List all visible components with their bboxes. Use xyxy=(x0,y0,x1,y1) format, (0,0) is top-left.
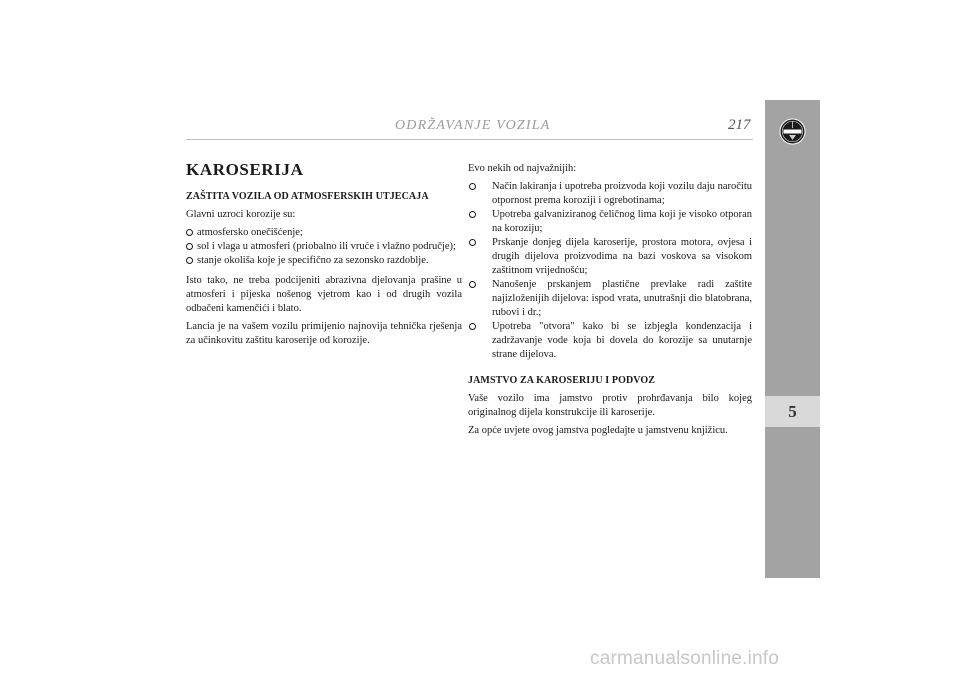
body-paragraph: Isto tako, ne treba podcijeniti abrazivna djelovanja prašine u atmosferi i pijeska nošenog vjetrom kao i od drugih vozila odbačeni kamenčići i blato. xyxy=(186,275,462,314)
bullet-circle-icon xyxy=(186,229,193,236)
intro-text: Evo nekih od najvažnijih: xyxy=(468,163,577,174)
list-item: sol i vlaga u atmosferi (priobalno ili vruće i vlažno područje); xyxy=(186,240,462,254)
body-paragraph: Lancia je na vašem vozilu primijenio najnovija tehnička rješenja za učinkovitu zaštitu karoserije od korozije. xyxy=(186,321,462,346)
watermark: carmanualsonline.info xyxy=(590,648,780,669)
list-item: stanje okoliša koje je specifično za sezonsko razdoblje. xyxy=(186,254,462,268)
list-item: Upotreba galvaniziranog čeličnog lima koji je visoko otporan na koroziju; xyxy=(468,208,752,236)
subheading-protection: ZAŠTITA VOZILA OD ATMOSFERSKIH UTJECAJA xyxy=(186,191,429,202)
body-paragraph: Za opće uvjete ovog jamstva pogledajte u jamstvenu knjižicu. xyxy=(468,425,728,436)
bullet-circle-icon xyxy=(469,239,476,246)
body-paragraph: Vaše vozilo ima jamstvo protiv prohrđavanja bilo kojeg originalnog dijela konstrukcije ili karoserije. xyxy=(468,393,752,418)
subheading-warranty: JAMSTVO ZA KAROSERIJU I PODVOZ xyxy=(468,375,656,386)
bullet-circle-icon xyxy=(469,323,476,330)
bullet-circle-icon xyxy=(186,257,193,264)
corrosion-causes-list xyxy=(186,226,462,268)
section-title: KAROSERIJA xyxy=(186,160,304,179)
chapter-number-badge: 5 xyxy=(765,396,820,427)
bullet-circle-icon xyxy=(469,211,476,218)
list-item: atmosfersko onečišćenje; xyxy=(186,226,462,240)
list-item: Prskanje donjeg dijela karoserije, prostora motora, ovjesa i drugih dijelova proizvodima na bazi voskova sa visokom zaštitnom vrijednošću; xyxy=(468,236,752,278)
intro-text: Glavni uzroci korozije su: xyxy=(186,209,296,220)
list-item: Upotreba "otvora" kako bi se izbjegla kondenzacija i zadržavanje vode koja bi dovela do korozije sa unutarnje strane dijelova. xyxy=(468,320,752,362)
bullet-circle-icon xyxy=(469,281,476,288)
page-number: 217 xyxy=(728,117,751,133)
right-column xyxy=(468,162,752,442)
bullet-circle-icon xyxy=(469,183,476,190)
bullet-circle-icon xyxy=(186,243,193,250)
list-item: Nanošenje prskanjem plastične prevlake radi zaštite najizloženijih dijelova: ispod vrata, unutrašnji dio blatobrana, rubovi i dr.; xyxy=(468,278,752,320)
header-divider xyxy=(186,139,753,140)
lancia-logo-icon xyxy=(779,118,806,145)
running-header-title: ODRŽAVANJE VOZILA xyxy=(395,118,551,133)
left-column xyxy=(186,160,462,352)
chapter-side-tab xyxy=(765,100,820,578)
protection-measures-list xyxy=(468,180,752,362)
list-item: Način lakiranja i upotreba proizvoda koji vozilu daju naročitu otpornost prema koroziji i ogrebotinama; xyxy=(468,180,752,208)
